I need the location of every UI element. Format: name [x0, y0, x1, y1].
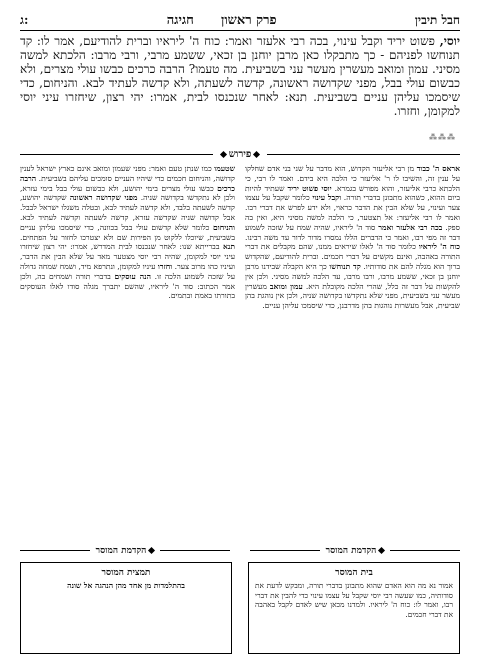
commentary-text: כלומר סוד ה' לאלו שיראים ממנו, שהם מקבלים את דברי התורה באהבה, ואינם מקשים על דברי חכמים. וברית להודיעם, שהקדוש ברוך הוא מגלה להם את סודותיו. — [245, 242, 460, 271]
commentary-text: מן רבי אליעזר הקדוש, הוא מדבר על שני בני אדם שחלקו על ענין זה, והשיבו לו ר' אליעזר כי הלכה היא בידם. ואמר לו רבי, כי הלכתא כרבי אליעזר, והוא מפורש בגמרא. — [245, 164, 460, 193]
commentary-text: בברייתא שנו: לאחר שנכנסו לבית המדרש, אמרו: יהי רצון שיחזרו עיני יוסי למקומן, שהיה רבי יוסי מצטער מאד על שלא הבין את הדבר, ועיניו כהו מרוב צער. — [20, 242, 235, 271]
diamond-ornament-icon — [220, 150, 227, 157]
commentary-dibur-hamatchil: תנא — [223, 242, 235, 252]
commentary-text: שעתיד להיות ביום ההוא, כשהוא מתבונן בדברי תורה. — [245, 183, 460, 203]
commentary-dibur-hamatchil: הרבה כרכים — [20, 173, 235, 193]
footnote-header-left-wrap — [90, 545, 161, 556]
mishna-body: פשוט יריד וקבל עינוי, בכה רבי אלעזר ואמר: כוח ה' ליראיו וברית להודיעם, אמר לו: קד תנוחשו לפניהם - כך מתבקלו כאן מרבן יוחנן בן זכאי, ששמע מרבי, ורבי מרבו: הלכתא למשה מסיני. עמון ומואב מעשרין מעשר עני בשביעית. מה טעמו? הרבה כרכים כבשו עולי מצרים, ולא כבשום עולי בבל, מפני שקדושה ראשונה, קדשה לשעתה, ולא קדשה לעתיד לבא. והניחום, כדי שיסמכו עליהן עניים בשביעית. תנא: לאחר שנכנסו לבית, אמרו: יהי רצון, שיחזרו עיני יוסי למקומן, וחזרו. — [20, 34, 460, 118]
commentary-text: שקדשה יהושע, קדשה לשעתה בלבד, ולא קדשה לעתיד לבא, ובטלה משגלו ישראל לבבל. אבל קדושה שניה שקדשה עזרא, קדשה לשעתה וקדשה לעתיד לבא. — [20, 193, 235, 222]
running-header — [20, 6, 460, 31]
header-chapter — [167, 12, 277, 28]
commentary-dibur-hamatchil: בכה רבי אלעזר ואמר — [378, 222, 443, 232]
footnote-box-left — [20, 562, 232, 654]
footnote-box-left-text: בהתלמדות מן אחד מהן הנהגה אל שונה — [67, 581, 185, 590]
footnote-box-right-text: אמור נא מה הוא האדם שהוא מתבונן בדברי תורה, ומבקש לדעת את סודותיה, כמו שעשה רבי יוסי שקבל על עצמו עינוי כדי להבין את דברי רבו, ואמר לו: כוח ה' ליראיו. ולמדנו מכאן שיש לאדם לקבל באהבה את דברי חכמים. — [255, 581, 453, 619]
commentary-text: כך היא הקבלה שבידנו מרבן יוחנן בן זכאי, ששמע מרבו, ורבו מרבו, עד הלכה למשה מסיני. ולכן אין להקשות על דבר זה כלל, שהרי הלכה מקובלת היא. — [245, 261, 460, 291]
diamond-ornament-icon — [253, 150, 260, 157]
commentary-dibur-hamatchil: יוסי פשוט יריד — [287, 183, 332, 193]
footnote-header-left — [20, 544, 230, 556]
pirush-divider — [20, 148, 460, 160]
header-page-ref: ג: — [20, 13, 29, 27]
footnote-header-right-wrap — [320, 545, 391, 556]
footnote-header-right — [250, 544, 460, 556]
commentary-dibur-hamatchil: אראס ה' כבוד — [416, 164, 460, 173]
header-book-title: חבל תיבין — [414, 13, 460, 27]
commentary-right-column — [245, 164, 460, 539]
commentary-dibur-hamatchil: עמון ומואב — [269, 281, 303, 291]
commentary-left-column — [20, 164, 235, 539]
footnote-header-left-label: הקדמת המוסר — [95, 545, 147, 556]
commentary-dibur-hamatchil: שטעמו — [214, 164, 235, 173]
end-ornament: ⁂⁂⁂ — [429, 133, 456, 142]
header-tractate: חגיגה — [166, 13, 194, 28]
mishna-lead-word: יוסי, — [439, 34, 460, 48]
commentary-text: כלומר שקבל על עצמו צער ועינוי, על שלא הבין את הדבר כראוי, ולא ידע לפרש את דברי רבו. ואמר לו רבי אליעזר: אל תצטער, כי הלכה למשה מסיני היא, ואין בה ספק. — [245, 193, 460, 232]
commentary-dibur-hamatchil: והניחום — [213, 222, 235, 232]
commentary — [20, 164, 460, 539]
commentary-text: בדברי תורה ושמחים בה, ולכן אמר הכתוב: סוד ה' ליראיו, שהשם יתברך מגלה סודו לאלו העוסקים בתורתו באמת ובתמים. — [20, 271, 235, 301]
commentary-text: כבשו עולי מצרים בימי יהושע, ולא כבשום עולי בבל בימי עזרא, ולכן לא נתקדשו בקדושה שניה. — [20, 183, 235, 203]
pirush-label: פירוש — [228, 148, 252, 160]
footnote-box-right — [248, 562, 460, 654]
commentary-dibur-hamatchil: וחזרו — [157, 261, 173, 271]
commentary-text: כמו שנתן טעם ואמר: מפני שעמון ומואב אינם כארץ ישראל לענין קדושה, והניחום חכמים כדי שיהיו העניים סומכים עליהם בשביעית. — [20, 164, 235, 183]
mishna-text — [20, 34, 460, 130]
commentary-dibur-hamatchil: מפני שקדושה ראשונה — [69, 193, 138, 203]
divider-line — [390, 550, 460, 551]
divider-line — [267, 154, 460, 155]
commentary-text: כלומר שלא קדשום עולי בבל בכוונה, כדי שיסמכו עליהן עניים בשביעית, שיוכלו ללקוט מן הפירות שם ולא יצטרכו לחזור על הפתחים. — [20, 222, 235, 242]
pirush-label-wrap — [213, 149, 268, 160]
commentary-dibur-hamatchil: הנה עוסקים — [114, 271, 151, 281]
diamond-ornament-icon — [148, 546, 155, 553]
commentary-dibur-hamatchil: וקבל עינוי — [312, 193, 342, 203]
divider-line — [20, 154, 213, 155]
commentary-text: מעשרין מעשר עני בשביעית, מפני שלא נתקדשו בקדושה שניה, ולכן אין נוהגת בהן שביעית, אבל מעשרות נוהגות בהן מדרבנן, כדי שיסמכו עליהן עניים. — [245, 281, 460, 311]
divider-line — [160, 550, 230, 551]
footnote-box-left-title: תמצית המוסר — [101, 568, 151, 578]
diamond-ornament-icon — [378, 546, 385, 553]
commentary-dibur-hamatchil: קד תנוחשו — [329, 261, 361, 271]
header-chapter-name: פרק ראשון — [221, 13, 277, 28]
commentary-text: סוד ה' ליראיו, שהיה שמח על שזכה לשמוע דבר זה מפי רבו, ואמר כי הדברים הללו נמסרו מדור לדור עד משה רבינו. — [245, 222, 460, 242]
footnote-header-right-label: הקדמת המוסר — [325, 545, 377, 556]
footnote-box-right-title: בית המוסר — [335, 568, 373, 578]
commentary-text: עיניו למקומן, ונתרפא מיד, ושמח שמחה גדולה על שזכה לשמוע הלכה זו. — [20, 261, 235, 281]
divider-line — [20, 550, 90, 551]
commentary-dibur-hamatchil: כוח ה' ליראיו — [418, 242, 460, 252]
divider-line — [250, 550, 320, 551]
